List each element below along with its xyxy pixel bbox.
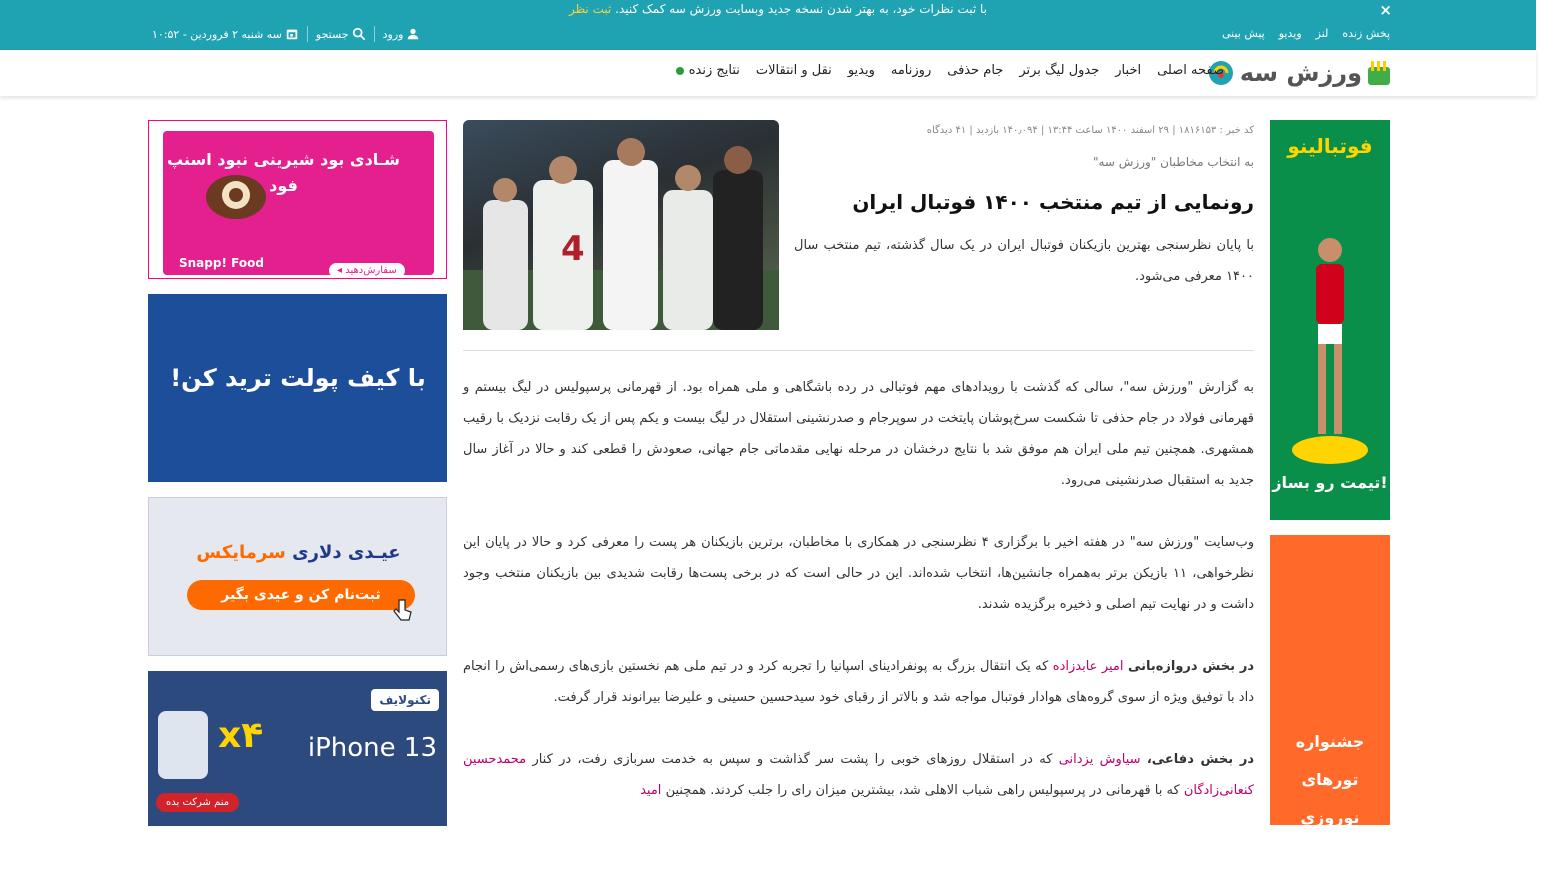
- article-kicker: به انتخاب مخاطبان "ورزش سه": [1092, 155, 1254, 169]
- menu-home[interactable]: صفحه اصلی: [1157, 63, 1224, 78]
- logo-bars-icon: [1368, 61, 1390, 85]
- calendar-icon: [285, 27, 299, 41]
- article-paragraph: وب‌سایت "ورزش سه" در هفته اخیر با برگزاری ۴ نظرسنجی در همکاری با مخاطبان، برترین بازیکنان هر پست را معرفی کرد و حالا در پایان این نظرخواهی، ۱۱ بازیکن برتر به‌همراه جانشین‌ها، انتخاب شده‌اند. این در حالی است که در برخی پست‌ها رقابت شدیدی بین بازیکنان منتخب وجود داشت و در نهایت تیم اصلی و ذخیره برگزیده شدند.: [463, 535, 1254, 612]
- iphone-icon: [158, 711, 208, 779]
- ad-lastsecond-text: جشنواره تورهای نوروزی لست‌سکند: [1289, 732, 1371, 865]
- section-heading-goalkeeper: در بخش دروازه‌بانی: [1127, 659, 1254, 674]
- ad-footballino-title: فوتبالینو: [1287, 134, 1373, 158]
- close-icon[interactable]: ×: [1379, 1, 1392, 19]
- search-button[interactable]: [316, 27, 366, 41]
- ad-sarmayex-brand: سرمایکس: [196, 542, 286, 563]
- ad-sarmayex-line1: عیـدی دلاری: [292, 542, 401, 563]
- article-paragraph: [463, 744, 1254, 806]
- announcement-message: [0, 2, 1556, 16]
- ad-snappfood-text: شـادی بود شیرینی نبود اسنپ فود: [166, 150, 401, 195]
- logo-text: ورزش سه: [1239, 59, 1362, 87]
- ad-sarmayex[interactable]: [148, 497, 447, 656]
- paragraph-text: که با قهرمانی در پرسپولیس راهی شباب الاهلی شد، بیشترین میزان رای را جلب کردند. همچنین: [665, 783, 1184, 798]
- ad-iphone-model: iPhone 13: [307, 733, 437, 763]
- ad-iphone13[interactable]: [148, 671, 447, 826]
- menu-video[interactable]: ویدیو: [847, 63, 875, 78]
- divider: [374, 26, 375, 42]
- article-meta: کد خبر : ۱۸۱۶۱۵۳ | ۲۹ اسفند ۱۴۰۰ ساعت ۱۳:۴۴ | ۱۴۰٫۰۹۴ بازدید | ۴۱ دیدگاه: [926, 125, 1254, 136]
- ad-footballino[interactable]: [1270, 120, 1390, 520]
- menu-transfers[interactable]: نقل و انتقالات: [755, 63, 832, 78]
- main-menu: [676, 63, 1224, 78]
- ad-iphone-cta[interactable]: منم شرکت بده: [156, 793, 239, 812]
- search-icon: [352, 27, 366, 41]
- paragraph-text: که یک انتقال بزرگ به پونفرادینای اسپانیا را تجربه کرد و در تیم ملی هم نخستین بازی‌های رسمی‌اش را انجام داد با توفیق ویژه از سوی گروه‌های هوادار فوتبال مواجه شد و بالاتر از رقبای خود سیدحسین حسینی و علیرضا بیرانوند قرار گرفت.: [463, 659, 1254, 705]
- announcement-text: با ثبت نظرات خود، به بهتر شدن نسخه جدید وبسایت ورزش سه کمک کنید.: [615, 2, 988, 16]
- main-nav: [0, 50, 1536, 96]
- ad-snappfood-brand: Snapp! Food: [179, 256, 264, 270]
- divider: [463, 350, 1254, 351]
- live-dot-icon: [676, 67, 684, 75]
- article-body: [463, 372, 1254, 837]
- announcement-bar: [0, 0, 1536, 20]
- top-links-bar: [0, 20, 1536, 50]
- article-paragraph: به گزارش "ورزش سه"، سالی که گذشت با رویدادهای مهم فوتبالی در رده باشگاهی و ملی همراه بود. از قهرمانی پرسپولیس در لیگ بیستم و قهرمانی فولاد در جام حذفی تا شکست سرخ‌پوشان پایتخت در سوپرجام و صدرنشینی استقلال در لیگ بیست و یکم پس از یک رقابت نزدیک با رقیب همشهری. همچنین تیم ملی ایران هم موفق شد با نتایج درخشان در مرحله نهایی مقدماتی جام جهانی، صعودش را قطعی کند و حالا در آغاز سال جدید به استقبال صدرنشینی می‌رود.: [463, 380, 1254, 488]
- paragraph-text: که در استقلال روزهای خوبی را پشت سر گذاشت و سپس به خدمت سربازی رفت، در کنار: [532, 752, 1059, 767]
- menu-live-results[interactable]: [676, 63, 740, 78]
- ad-snappfood-banner: [163, 131, 434, 275]
- link-live-stream[interactable]: پخش زنده: [1342, 27, 1390, 40]
- article-paragraph: [463, 651, 1254, 713]
- article-photo: [463, 120, 779, 330]
- cake-icon: [203, 167, 269, 223]
- menu-cup[interactable]: جام حذفی: [947, 63, 1004, 78]
- divider: [307, 26, 308, 42]
- menu-newspaper[interactable]: روزنامه: [890, 63, 932, 78]
- section-heading-defense: در بخش دفاعی،: [1146, 752, 1254, 767]
- date-display: [152, 27, 299, 41]
- feedback-link[interactable]: ثبت نظر: [568, 2, 612, 16]
- menu-news[interactable]: اخبار: [1115, 63, 1142, 78]
- ad-iphone-brand: تکنولایف: [371, 689, 439, 711]
- menu-league-table[interactable]: جدول لیگ برتر: [1019, 63, 1100, 78]
- link-video[interactable]: ویدیو: [1278, 27, 1302, 40]
- article-title: رونمایی از تیم منتخب ۱۴۰۰ فوتبال ایران: [852, 190, 1254, 214]
- player-link[interactable]: امیر عابدزاده: [1052, 659, 1124, 674]
- ad-lastsecond[interactable]: [1270, 535, 1390, 865]
- ad-sarmayex-headline: [149, 542, 448, 563]
- date-text: سه شنبه ۲ فروردین - ۱۰:۵۲: [152, 27, 282, 41]
- search-label: جستجو: [315, 27, 349, 41]
- login-button[interactable]: [383, 27, 421, 41]
- ad-snappfood[interactable]: [148, 120, 447, 279]
- user-icon: [406, 27, 420, 41]
- team-photo-illustration: [463, 120, 779, 330]
- login-label: ورود: [382, 27, 404, 41]
- cursor-hand-icon: [393, 598, 413, 622]
- article-lead: با پایان نظرسنجی بهترین بازیکنان فوتبال ایران در یک سال گذشته، تیم منتخب سال ۱۴۰۰ معرفی می‌شود.: [794, 238, 1254, 284]
- site-logo[interactable]: [1208, 59, 1390, 87]
- top-links: [1222, 27, 1390, 40]
- svg-text:4: 4: [561, 229, 585, 269]
- ad-snappfood-order-button[interactable]: سفارش‌دهید ◂: [329, 263, 405, 278]
- top-tools: [152, 26, 420, 42]
- ad-iphone-x4: x۴: [218, 715, 264, 756]
- player-link[interactable]: امید: [640, 783, 662, 798]
- link-lens[interactable]: لنز: [1315, 27, 1329, 40]
- ad-footballino-slogan: تیمت رو بساز!: [1272, 473, 1388, 492]
- link-predict[interactable]: پیش بینی: [1221, 27, 1265, 40]
- player-link[interactable]: محمدحسین کنعانی‌زادگان: [463, 752, 1254, 798]
- player-link[interactable]: سیاوش یزدانی: [1058, 752, 1141, 767]
- ad-wallet-text: با کیف پولت ترید کن!: [170, 364, 426, 392]
- player-illustration: [1290, 220, 1370, 470]
- live-results-label: نتایج زنده: [688, 63, 740, 78]
- ad-wallet-trade[interactable]: [148, 294, 447, 482]
- ad-sarmayex-cta[interactable]: ثبت‌نام کن و عیدی بگیر: [187, 580, 415, 610]
